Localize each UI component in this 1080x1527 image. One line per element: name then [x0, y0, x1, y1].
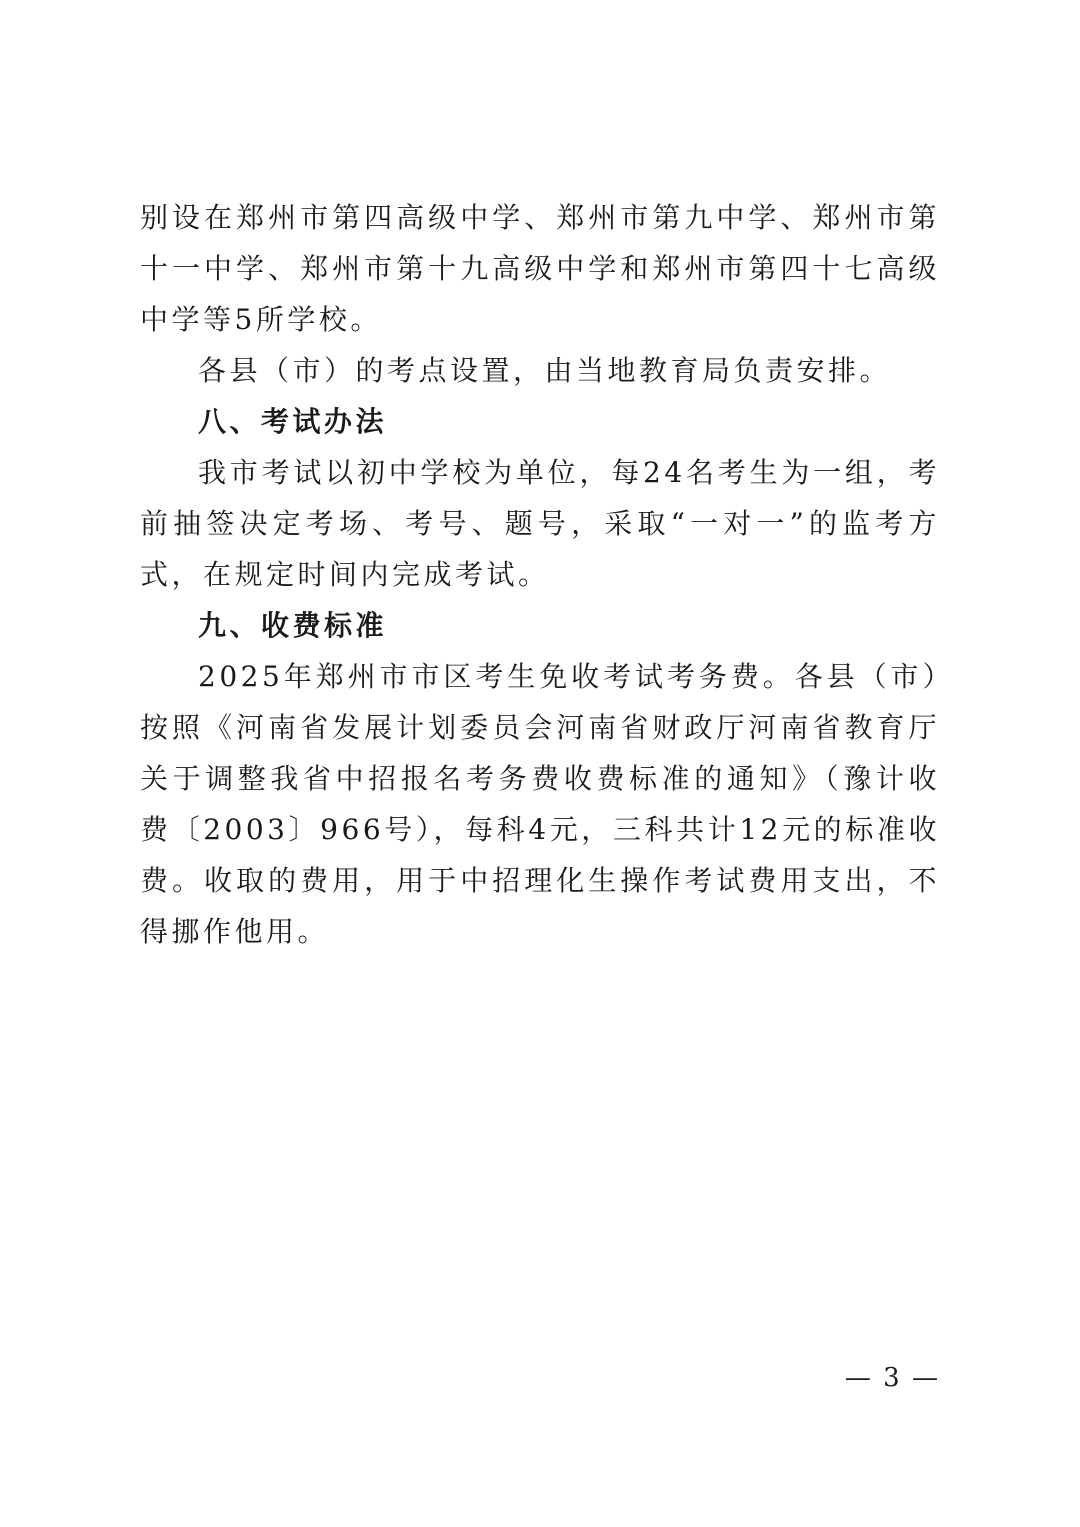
section-heading-fee-standard: 九、收费标准 [198, 609, 388, 642]
paragraph-exam-sites-urban: 别设在郑州市第四高级中学、郑州市第九中学、郑州市第十一中学、郑州市第十九高级中学和郑州市第四十七高级中学等5所学校。 [140, 201, 940, 336]
paragraph-exam-method: 我市考试以初中学校为单位，每24名考生为一组，考前抽签决定考场、考号、题号，采取“一对一”的监考方式，在规定时间内完成考试。 [140, 456, 940, 591]
paragraph-fee-standard: 2025年郑州市市区考生免收考试考务费。各县（市）按照《河南省发展计划委员会河南省财政厅河南省教育厅关于调整我省中招报名考务费收费标准的通知》（豫计收费〔2003〕966号），每科4元，三科共计12元的标准收费。收取的费用，用于中招理化生操作考试费用支出，不得挪作他用。 [140, 660, 940, 948]
page-number: — 3 — [844, 1363, 940, 1393]
document-body [140, 192, 940, 957]
section-heading-exam-method: 八、考试办法 [198, 405, 388, 438]
paragraph-exam-sites-counties: 各县（市）的考点设置，由当地教育局负责安排。 [198, 354, 892, 387]
